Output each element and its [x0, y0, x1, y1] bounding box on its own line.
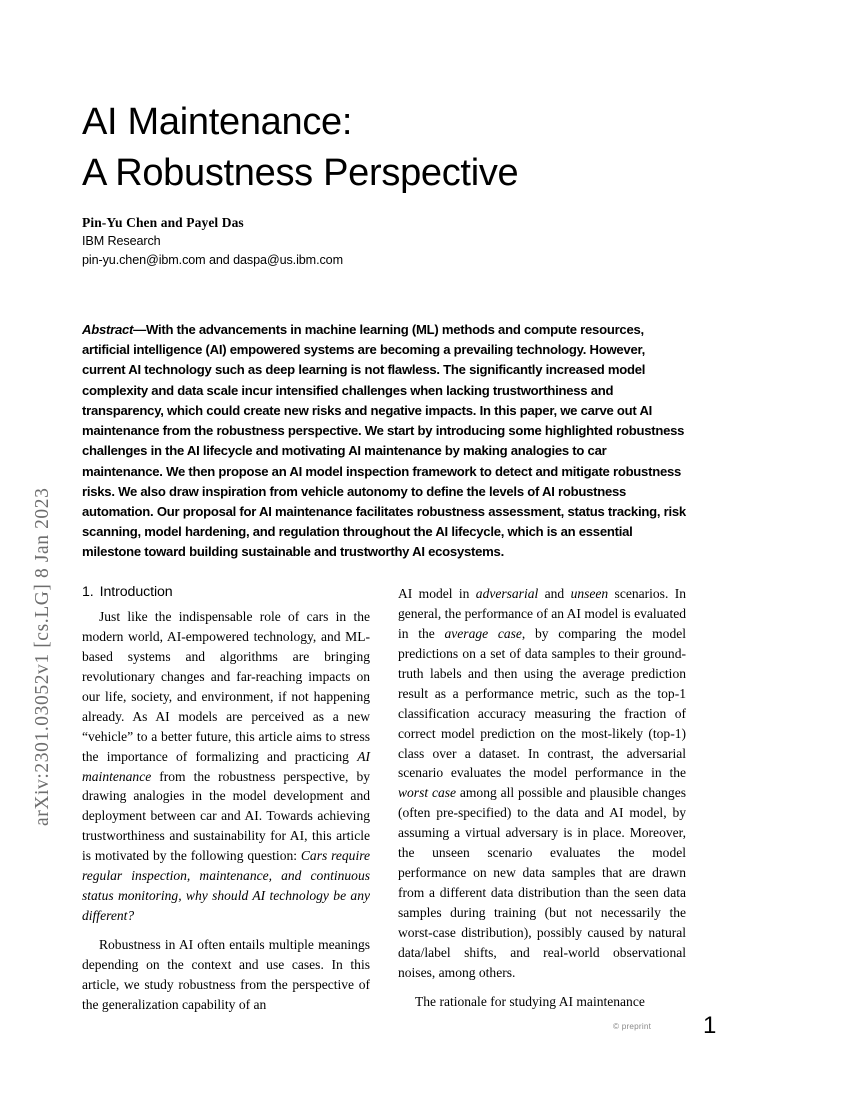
abstract-section [82, 320, 686, 563]
footer-copyright: © preprint [613, 1022, 652, 1031]
emphasis-worst-case: worst case [398, 785, 457, 801]
body-columns [82, 584, 686, 1012]
author-emails: pin-yu.chen@ibm.com and daspa@us.ibm.com [82, 252, 343, 267]
section-title: Introduction [99, 584, 173, 600]
paragraph-right-2 [398, 992, 686, 1012]
page-number: 1 [703, 1012, 717, 1039]
emphasis-ai-maintenance: AI maintenance [82, 748, 370, 784]
emphasis-motivating-question: Cars require regular inspection, maintenance, and continuous status monitoring, why should AI technology be any different? [82, 848, 370, 924]
section-heading-introduction [82, 584, 370, 600]
arxiv-identifier-stamp: arXiv:2301.03052v1 [cs.LG] 8 Jan 2023 [32, 487, 53, 826]
right-column [398, 584, 686, 1009]
page-title [82, 97, 722, 197]
emphasis-unseen: unseen [570, 586, 609, 601]
paragraph-text: from the robustness perspective, by drawing analogies in the model development and deployment between car and AI. Towards achieving trustworthiness and sustainability for AI, this article is motivated by the following question: [82, 768, 370, 864]
paragraph-left-2 [82, 935, 370, 1015]
paragraph-text: scenarios. In general, the performance of an AI model is evaluated in the [398, 586, 686, 641]
left-column [82, 584, 370, 1012]
paragraph-text: The rationale for studying AI maintenance [415, 993, 645, 1009]
paragraph-text: Robustness in AI often entails multiple meanings depending on the context and use cases. In this article, we study robustness from the perspective of the generalization capability of an [82, 937, 370, 1012]
emphasis-average-case: average case [444, 625, 522, 641]
emphasis-adversarial: adversarial [475, 586, 539, 601]
paragraph-right-1 [398, 584, 686, 983]
abstract-text: With the advancements in machine learning (ML) methods and compute resources, artificial intelligence (AI) empowered systems are becoming a prevailing technology. However, current AI technology such as deep learning is not flawless. The significantly increased model complexity and data scale incur intensified challenges when lacking trustworthiness and transparency, which could create new risks and negative impacts. In this paper, we carve out AI maintenance from the robustness perspective. We start by introducing some highlighted robustness challenges in the AI lifecycle and motivating AI maintenance by making analogies to car maintenance. We then propose an AI model inspection framework to detect and mitigate robustness risks. We also draw inspiration from vehicle autonomy to define the levels of AI robustness automation. Our proposal for AI maintenance facilitates robustness assessment, status tracking, risk scanning, model hardening, and regulation throughout the AI lifecycle, which is an essential milestone toward building sustainable and trustworthy AI ecosystems. [82, 322, 686, 560]
paragraph-text: , by comparing the model predictions on a set of data samples to their ground-truth labels and then using the average prediction result as a performance metric, such as the top-1 classification accuracy measuring the fraction of correct model prediction on the most-likely (top-1) class over a dataset. In contrast, the adversarial scenario evaluates the model performance in the [398, 625, 686, 781]
title-line-2: A Robustness Perspective [82, 151, 519, 194]
paragraph-text: and [538, 586, 571, 601]
abstract-label: Abstract— [82, 322, 146, 337]
paragraph-text: AI model in [398, 586, 476, 601]
title-line-1: AI Maintenance: [82, 101, 353, 144]
author-names: Pin-Yu Chen and Payel Das [82, 215, 244, 230]
paragraph-left-1 [82, 607, 370, 926]
author-block [82, 213, 702, 269]
paragraph-text: Just like the indispensable role of cars in the modern world, AI-empowered technology, and ML-based systems and algorithms are bringing revolutionary changes and far-reaching impacts on our life, society, and environment, if not happening already. As AI models are perceived as a new “vehicle” to a better future, this article aims to stress the importance of formalizing and practicing [82, 609, 370, 764]
paragraph-text: among all possible and plausible changes (often pre-specified) to the data and AI model, by assuming a virtual adversary is in place. Moreover, the unseen scenario evaluates the model performance on new data samples that are drawn from a different data distribution than the seen data samples during training (but not necessarily the worst-case distribution), possibly caused by natural data/label shifts, and real-world observational noises, among others. [398, 785, 686, 980]
section-number: 1. [82, 584, 94, 600]
author-affiliation: IBM Research [82, 234, 161, 249]
